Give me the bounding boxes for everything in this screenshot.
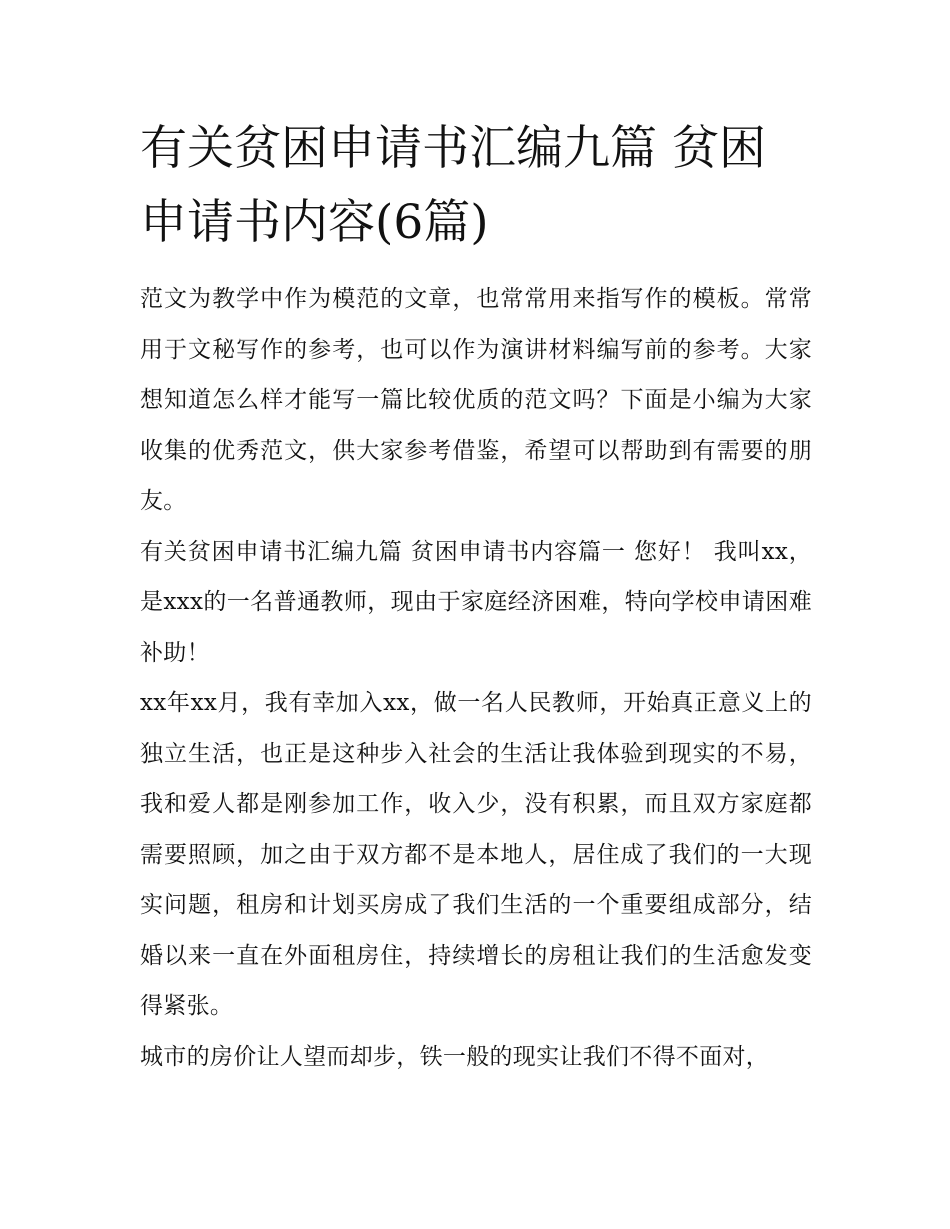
document-body <box>140 112 812 1082</box>
paragraph-housing: 城市的房价让人望而却步，铁一般的现实让我们不得不面对， <box>140 1043 770 1070</box>
paragraph-background: xx年xx月，我有幸加入xx，做一名人民教师，开始真正意义上的独立生活，也正是这种步入社会的生活让我体验到现实的不易，我和爱人都是刚参加工作，收入少，没有积累，而且双方家庭都需要照顾，加之由于双方都不是本地人，居住成了我们的一大现实问题，租房和计划买房成了我们生活的一个重要组成部分，结婚以来一直在外面租房住，持续增长的房租让我们的生活愈发变得紧张。 <box>140 690 812 1019</box>
paragraph-greeting: 有关贫困申请书汇编九篇 贫困申请书内容篇一 您好！ 我叫xx，是xxx的一名普通教师，现由于家庭经济困难，特向学校申请困难补助！ <box>140 538 812 666</box>
paragraph-intro: 范文为教学中作为模范的文章，也常常用来指写作的模板。常常用于文秘写作的参考，也可以作为演讲材料编写前的参考。大家想知道怎么样才能写一篇比较优质的范文吗？下面是小编为大家收集的优秀范文，供大家参考借鉴，希望可以帮助到有需要的朋友。 <box>140 286 812 514</box>
document-title: 有关贫困申请书汇编九篇 贫困申请书内容(6篇) <box>140 121 766 250</box>
